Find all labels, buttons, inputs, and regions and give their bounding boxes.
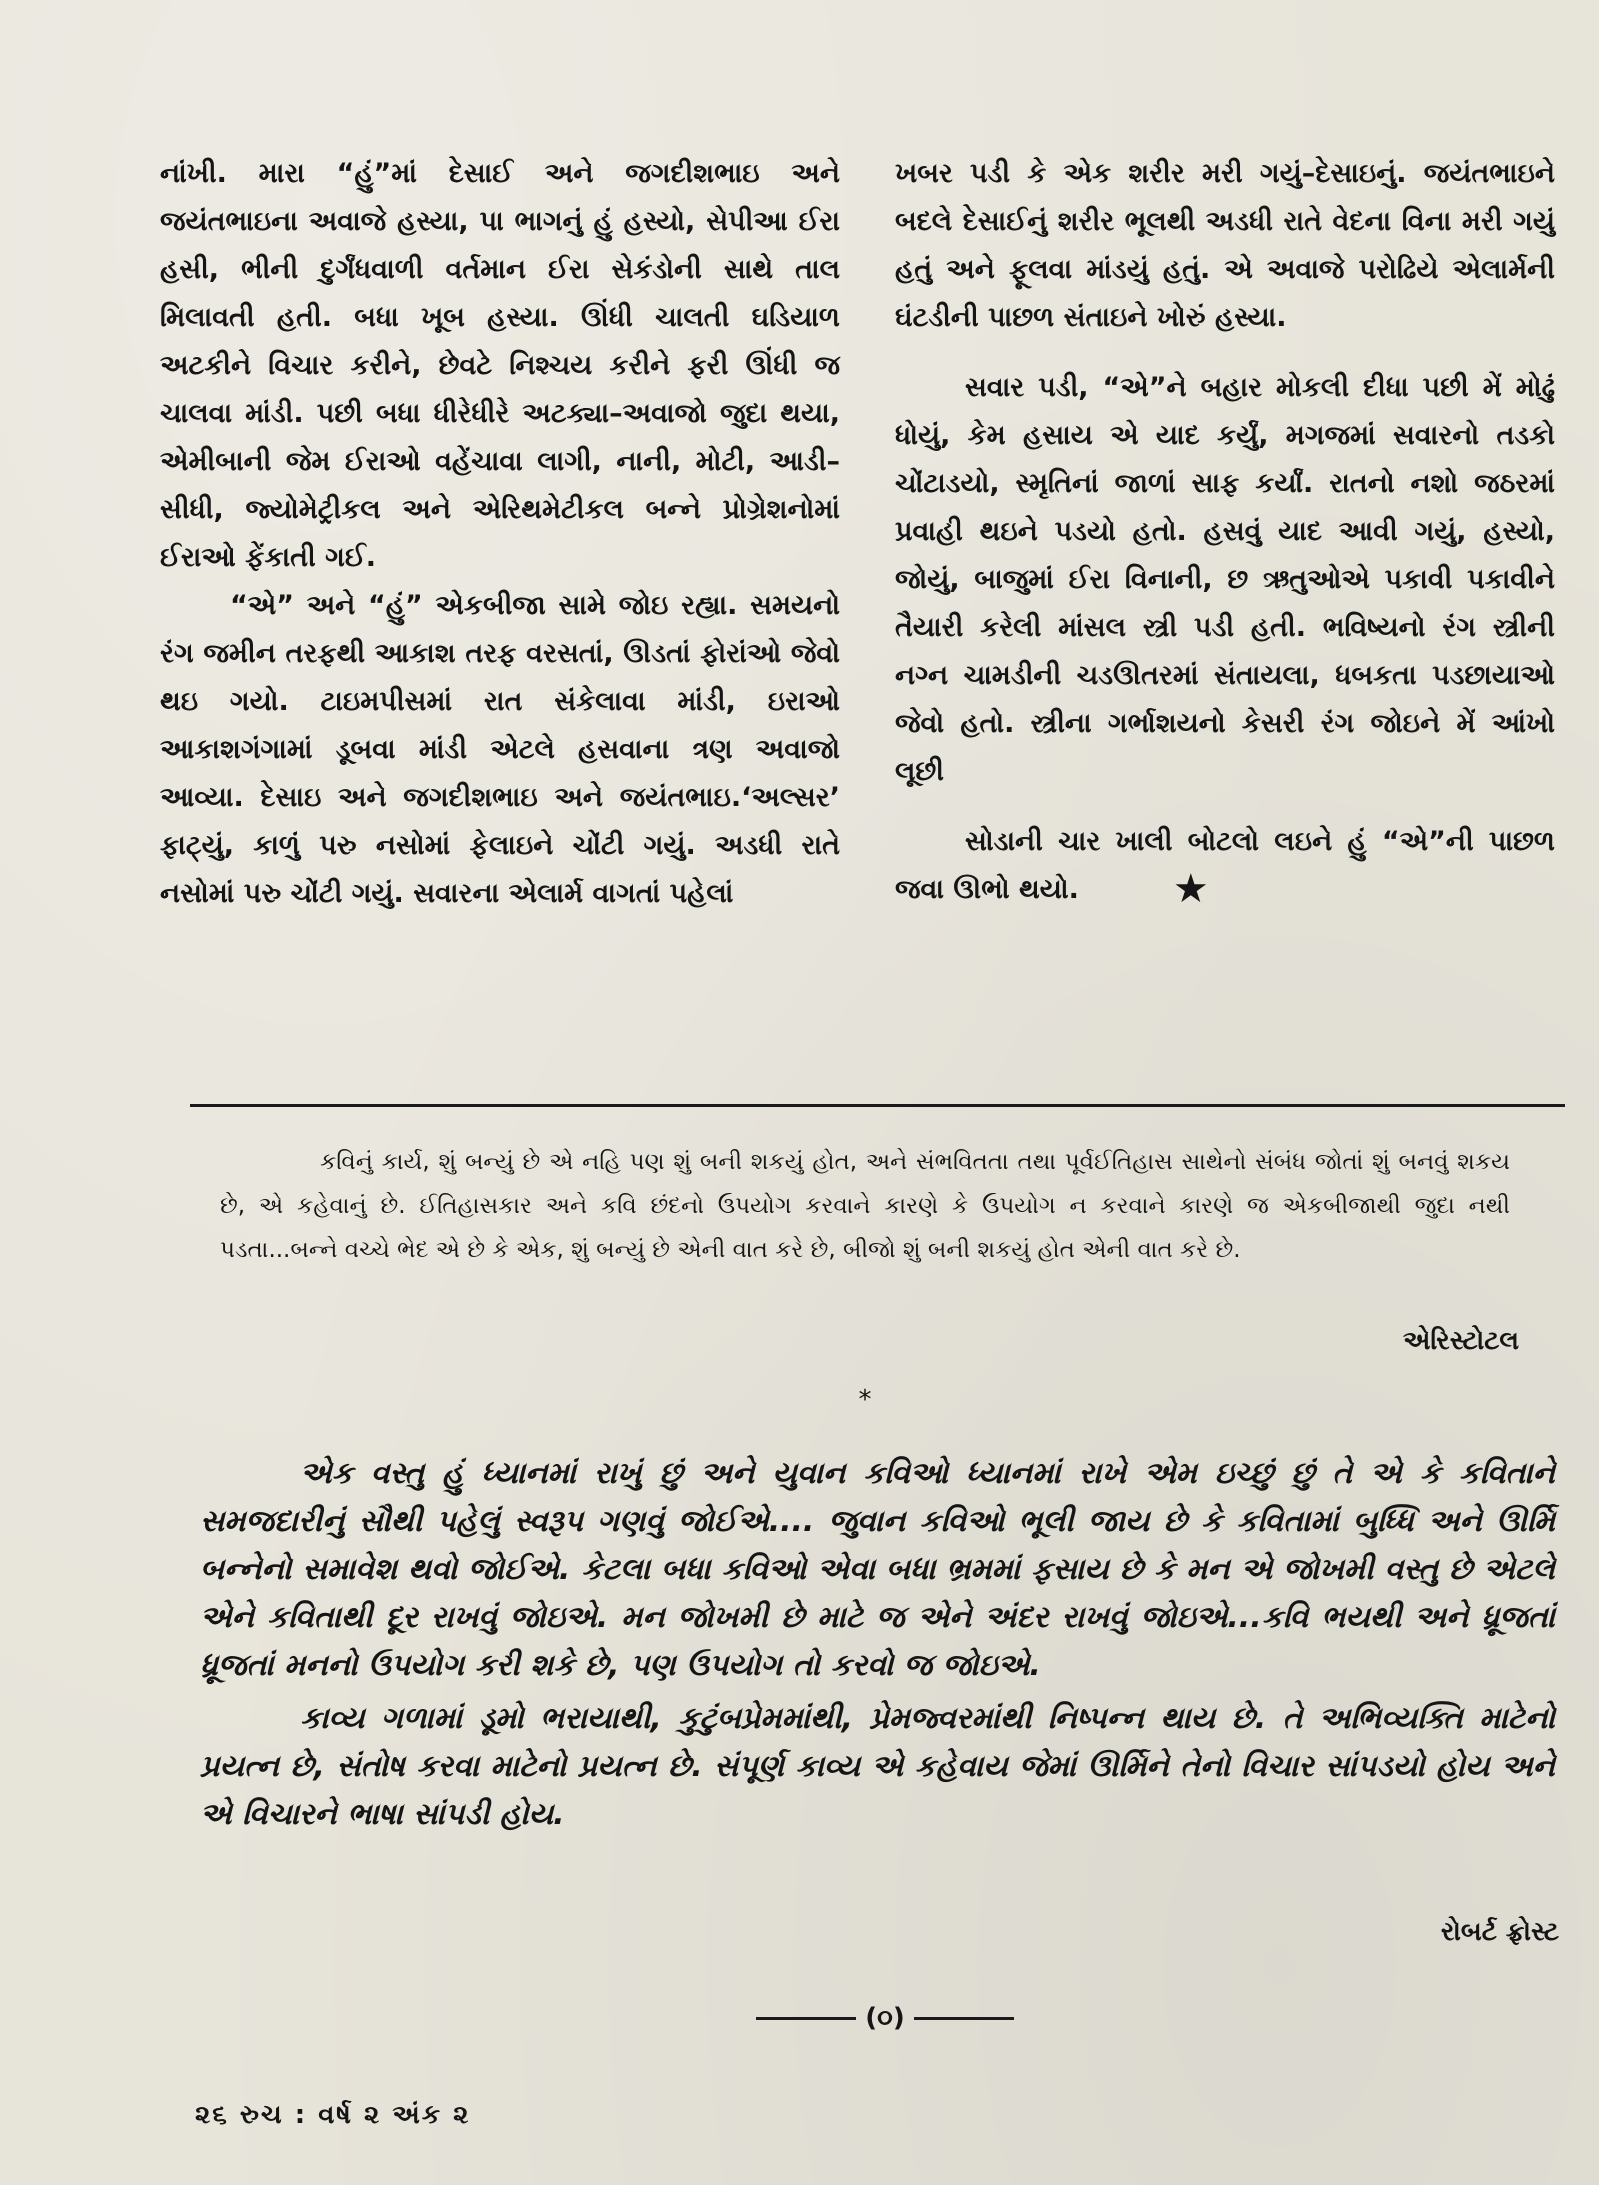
folio-rule-left: [756, 2017, 856, 2020]
aristotle-attribution: એરિસ્ટોટલ: [1402, 1326, 1519, 1356]
right-column: [895, 150, 1555, 914]
asterisk-separator: *: [858, 1385, 872, 1415]
frost-quote-paragraph-1: એક વસ્તુ હું ધ્યાનમાં રાખું છું અને યુવાન કવિઓ ધ્યાનમાં રાખે એમ ઇચ્છું છું તે એ કે કવિતાને સમજદારીનું સૌથી પહેલું સ્વરૂપ ગણવું જોઈએ.... જુવાન કવિઓ ભૂલી જાય છે કે કવિતામાં બુધ્ધિ અને ઊર્મિ બન્નેનો સમાવેશ થવો જોઈએ. કેટલા બધા કવિઓ એવા બધા ભ્રમમાં ફસાય છે કે મન એ જોખમી વસ્તુ છે એટલે એને કવિતાથી દૂર રાખવું જોઇએ. મન જોખમી છે માટે જ એને અંદર રાખવું જોઇએ...કવિ ભયથી અને ધ્રૂજતાં ધ્રૂજતાં મનનો ઉપયોગ કરી શકે છે, પણ ઉપયોગ તો કરવો જ જોઇએ.: [200, 1456, 1555, 1683]
left-paragraph-1: નાંખી. મારા “હું”માં દેસાઈ અને જગદીશભાઇ અને જયંતભાઇના અવાજે હસ્યા, પા ભાગનું હું હસ્યો, સેપીઆ ઈરા હસી, ભીની દુર્ગંધવાળી વર્તમાન ઈરા સેકંડોની સાથે તાલ મિલાવતી હતી. બધા ખૂબ હસ્યા. ઊંધી ચાલતી ઘડિયાળ અટકીને વિચાર કરીને, છેવટે નિશ્ચય કરીને ફરી ઊંધી જ ચાલવા માંડી. પછી બધા ધીરેધીરે અટક્યા–અવાજો જુદા થયા, એમીબાની જેમ ઈરાઓ વહેંચાવા લાગી, નાની, મોટી, આડી–સીધી, જ્યોમેટ્રીકલ અને એરિથમેટીકલ બન્ને પ્રોગ્રેશનોમાં ઈરાઓ ફેંકાતી ગઈ.: [160, 158, 840, 573]
folio-number: (૦): [865, 2003, 905, 2033]
right-paragraph-1: ખબર પડી કે એક શરીર મરી ગયું–દેસાઇનું. જયંતભાઇને બદલે દેસાઈનું શરીર ભૂલથી અડધી રાતે વેદના વિના મરી ગયું હતું અને ફૂલવા માંડયું હતું. એ અવાજે પરોઢિયે એલાર્મની ઘંટડીની પાછળ સંતાઇને ખોરું હસ્યા.: [895, 158, 1555, 333]
section-divider: [190, 1104, 1565, 1107]
frost-quote-paragraph-2: કાવ્ય ગળામાં ડૂમો ભરાયાથી, કુટુંબપ્રેમમાંથી, પ્રેમજ્વરમાંથી નિષ્પન્ન થાય છે. તે અભિવ્યક્તિ માટેનો પ્રયત્ન છે, સંતોષ કરવા માટેનો પ્રયત્ન છે. સંપૂર્ણ કાવ્ય એ કહેવાય જેમાં ઊર્મિને તેનો વિચાર સાંપડયો હોય અને એ વિચારને ભાષા સાંપડી હોય.: [200, 1701, 1555, 1832]
left-paragraph-2: “એ” અને “હું” એકબીજા સામે જોઇ રહ્યા. સમયનો રંગ જમીન તરફથી આકાશ તરફ વરસતાં, ઊડતાં ફોરાંઓ જેવો થઇ ગયો. ટાઇમપીસમાં રાત સંકેલાવા માંડી, ઇરાઓ આકાશગંગામાં ડૂબવા માંડી એટલે હસવાના ત્રણ અવાજો આવ્યા. દેસાઇ અને જગદીશભાઇ અને જયંતભાઇ.‘અલ્સર’ ફાટ્યું, કાળું પરુ નસોમાં ફેલાઇને ચોંટી ગયું. અડધી રાતે નસોમાં પરુ ચોંટી ગયું. સવારના એલાર્મ વાગતાં પહેલાં: [160, 590, 840, 909]
right-paragraph-3-text: સોડાની ચાર ખાલી બોટલો લઇને હું “એ”ની પાછળ જવા ઊભો થયો.: [895, 826, 1555, 905]
aristotle-quote: કવિનું કાર્ય, શું બન્યું છે એ નહિ પણ શું બની શકયું હોત, અને સંભવિતતા તથા પૂર્વઈતિહાસ સાથેનો સંબંધ જોતાં શું બનવું શકય છે, એ કહેવાનું છે. ઈતિહાસકાર અને કવિ છંદનો ઉપયોગ કરવાને કારણે કે ઉપયોગ ન કરવાને કારણે જ એકબીજાથી જુદા નથી પડતા...બન્ને વચ્ચે ભેદ એ છે કે એક, શું બન્યું છે એની વાત કરે છે, બીજો શું બની શકયું હોત એની વાત કરે છે.: [220, 1149, 1510, 1263]
right-paragraph-2: સવાર પડી, “એ”ને બહાર મોકલી દીધા પછી મેં મોઢું ધોયું, કેમ હસાય એ યાદ કર્યું, મગજમાં સવારનો તડકો ચોંટાડયો, સ્મૃતિનાં જાળાં સાફ કર્યાં. રાતનો નશો જઠરમાં પ્રવાહી થઇને પડયો હતો. હસવું યાદ આવી ગયું, હસ્યો, જોયું, બાજુમાં ઈરા વિનાની, છ ઋતુઓએ પકાવી પકાવીને તૈયારી કરેલી માંસલ સ્ત્રી પડી હતી. ભવિષ્યનો રંગ સ્ત્રીની નગ્ન ચામડીની ચડઊતરમાં સંતાયલા, ધબકતા પડછાયાઓ જેવો હતો. સ્ત્રીના ગર્ભાશયનો કેસરી રંગ જોઇને મેં આંખો લૂછી: [895, 372, 1555, 787]
right-paragraph-3: [895, 818, 1555, 914]
page-footer: ૨૬ રુચ : વર્ષ ૨ અંક ૨: [195, 2100, 471, 2130]
folio-rule-right: [914, 2017, 1014, 2020]
frost-attribution: રોબર્ટ ફ્રોસ્ટ: [1440, 1917, 1559, 1947]
star-end-icon: ★: [1172, 866, 1209, 912]
page-folio: [745, 2003, 1025, 2034]
left-column: [160, 150, 840, 918]
